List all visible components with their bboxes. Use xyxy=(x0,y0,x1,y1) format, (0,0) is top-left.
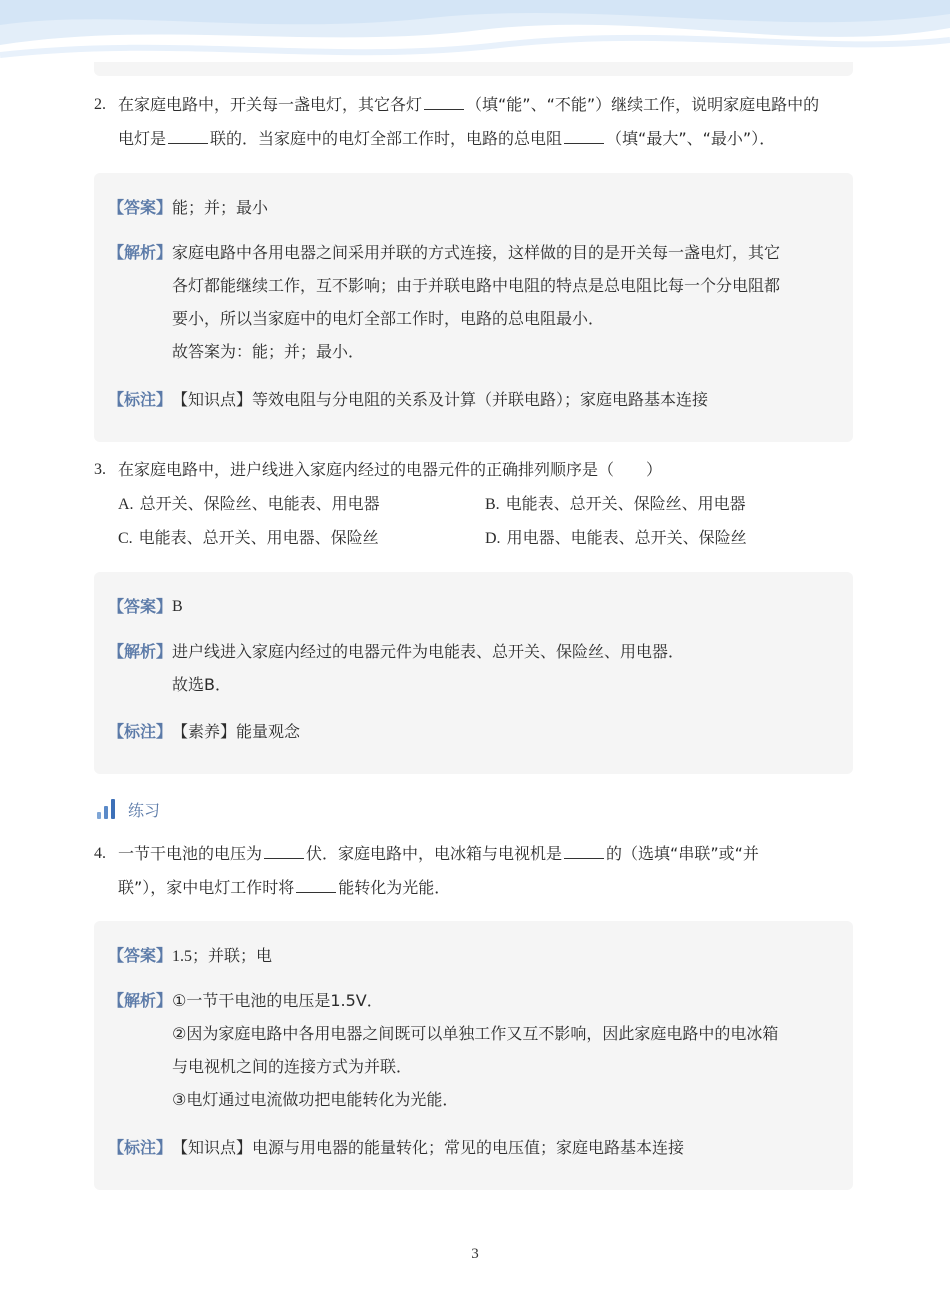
note-text: 【知识点】等效电阻与分电阻的关系及计算（并联电路）；家庭电路基本连接 xyxy=(172,390,709,409)
option-a[interactable]: A. 总开关、保险丝、电能表、用电器 xyxy=(118,494,380,513)
question-stem: 一节干电池的电压为 伏．家庭电路中，电冰箱与电视机是 的（选填“串联”或“并 联”），家中电灯工作时将 能转化为光能． xyxy=(118,844,759,897)
page-number: 3 xyxy=(471,1246,479,1262)
fill-blank xyxy=(168,127,208,144)
answer-text: B xyxy=(172,598,183,615)
question-number: 3. xyxy=(94,461,106,478)
option-c[interactable]: C. 电能表、总开关、用电器、保险丝 xyxy=(118,528,379,547)
answer-tag: 【答案】 xyxy=(108,198,173,217)
question-2 xyxy=(94,88,864,156)
question-number: 2. xyxy=(94,96,106,113)
analysis-text: 家庭电路中各用电器之间采用并联的方式连接，这样做的目的是开关每一盏电灯，其它 各灯都能继续工作，互不影响；由于并联电路中电阻的特点是总电阻比每一个分电阻都 要小，所以当家庭中的电灯全部工作时，电路的总电阻最小． 故答案为：能；并；最小． xyxy=(172,243,781,361)
option-b[interactable]: B. 电能表、总开关、保险丝、用电器 xyxy=(485,494,746,513)
question-stem: 在家庭电路中，进户线进入家庭内经过的电器元件的正确排列顺序是（ ） xyxy=(118,460,663,479)
question-3 xyxy=(94,453,864,555)
analysis-row xyxy=(108,984,823,1116)
analysis-row xyxy=(108,236,823,368)
answer-text: 1.5；并联；电 xyxy=(172,946,273,965)
option-d[interactable]: D. 用电器、电能表、总开关、保险丝 xyxy=(485,528,747,547)
answer-row xyxy=(108,939,823,973)
analysis-row xyxy=(108,635,823,701)
fill-blank xyxy=(424,93,464,110)
header-wave-decoration xyxy=(0,0,950,70)
options xyxy=(118,487,864,555)
analysis-tag: 【解析】 xyxy=(108,642,173,661)
note-text: 【知识点】电源与用电器的能量转化；常见的电压值；家庭电路基本连接 xyxy=(172,1138,685,1157)
question-4 xyxy=(94,837,864,905)
analysis-tag: 【解析】 xyxy=(108,991,173,1010)
question-number: 4. xyxy=(94,845,106,862)
previous-answer-box-tail xyxy=(94,62,853,76)
note-tag: 【标注】 xyxy=(108,722,173,741)
fill-blank xyxy=(296,876,336,893)
section-title: 练习 xyxy=(128,800,161,820)
fill-blank xyxy=(564,842,604,859)
fill-blank xyxy=(564,127,604,144)
answer-box-q2 xyxy=(94,173,853,442)
analysis-tag: 【解析】 xyxy=(108,243,173,262)
answer-tag: 【答案】 xyxy=(108,946,173,965)
note-row xyxy=(108,715,823,748)
answer-text: 能；并；最小 xyxy=(172,198,269,217)
fill-blank xyxy=(264,842,304,859)
note-row xyxy=(108,383,823,416)
note-tag: 【标注】 xyxy=(108,1138,173,1157)
analysis-text: ①一节干电池的电压是1.5V． ②因为家庭电路中各用电器之间既可以单独工作又互不影响，因此家庭电路中的电冰箱 与电视机之间的连接方式为并联． ③电灯通过电流做功把电能转化为光能． xyxy=(172,991,779,1109)
answer-row xyxy=(108,191,823,224)
note-row xyxy=(108,1131,823,1164)
question-stem: 在家庭电路中，开关每一盏电灯，其它各灯 （填“能”、“不能”）继续工作，说明家庭电路中的 电灯是 联的．当家庭中的电灯全部工作时，电路的总电阻 （填“最大”、“最小”）． xyxy=(118,95,820,148)
answer-tag: 【答案】 xyxy=(108,597,173,616)
bar-chart-icon xyxy=(97,799,118,819)
answer-box-q4 xyxy=(94,921,853,1190)
answer-row xyxy=(108,590,823,623)
analysis-text: 进户线进入家庭内经过的电器元件为电能表、总开关、保险丝、用电器． 故选B． xyxy=(172,642,685,694)
answer-box-q3 xyxy=(94,572,853,774)
note-tag: 【标注】 xyxy=(108,390,173,409)
section-header-practice xyxy=(97,796,160,822)
note-text: 【素养】能量观念 xyxy=(172,722,301,741)
